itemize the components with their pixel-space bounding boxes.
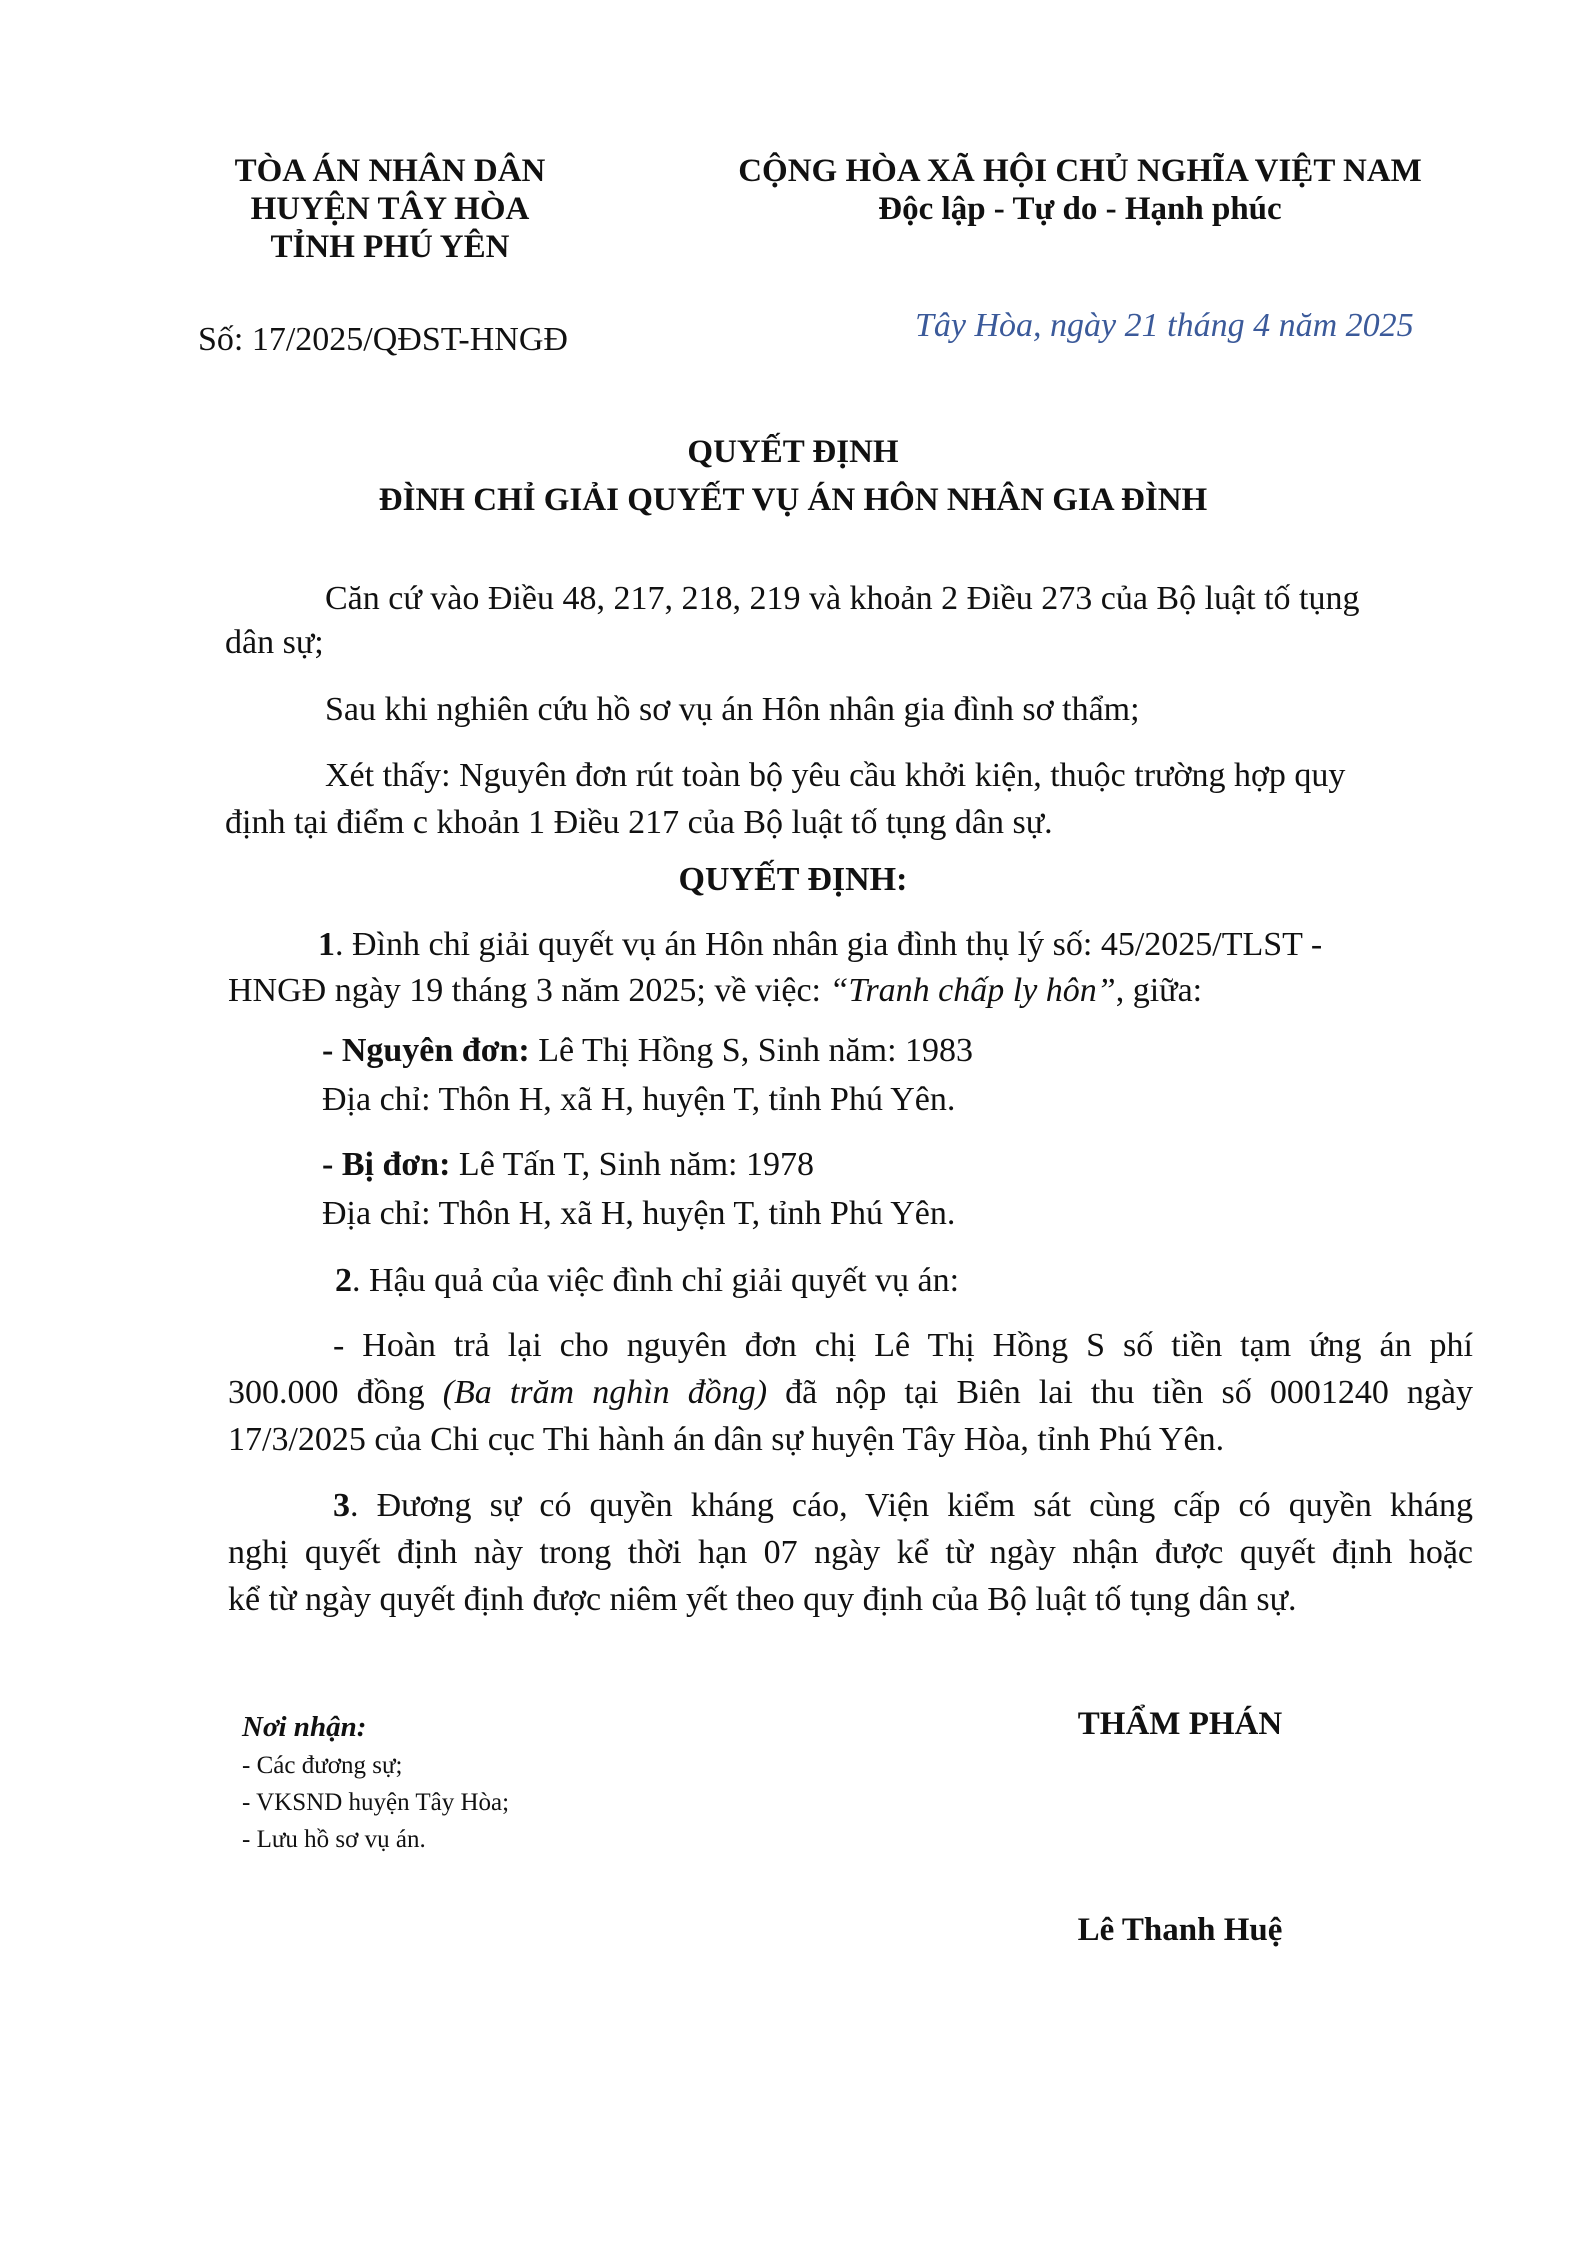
preamble-p3-line2: định tại điểm c khoản 1 Điều 217 của Bộ luật tố tụng dân sự. — [225, 804, 1053, 841]
fee-in-words: (Ba trăm nghìn đồng) — [442, 1374, 768, 1411]
plaintiff-line — [322, 1027, 973, 1075]
item3-line2: nghị quyết định này trong thời hạn 07 ngày kể từ ngày nhận được quyết định hoặc — [228, 1534, 1473, 1571]
item3-number: 3 — [333, 1487, 350, 1524]
item2-line3: 17/3/2025 của Chi cục Thi hành án dân sự huyện Tây Hòa, tỉnh Phú Yên. — [228, 1421, 1225, 1458]
place-date: Tây Hòa, ngày 21 tháng 4 năm 2025 — [915, 307, 1414, 344]
item2-heading — [335, 1257, 959, 1305]
plaintiff-address: Địa chỉ: Thôn H, xã H, huyện T, tỉnh Phú Yên. — [322, 1081, 956, 1118]
item3-line1-text: . Đương sự có quyền kháng cáo, Viện kiểm sát cùng cấp có quyền kháng — [350, 1487, 1473, 1524]
item1-line2-post: , giữa: — [1115, 972, 1203, 1009]
item1-line2-pre: HNGĐ ngày 19 tháng 3 năm 2025; về việc: — [228, 972, 830, 1009]
defendant-label: - Bị đơn: — [322, 1146, 451, 1183]
item2-line1: - Hoàn trả lại cho nguyên đơn chị Lê Thị Hồng S số tiền tạm ứng án phí — [333, 1327, 1473, 1364]
case-subject: “Tranh chấp ly hôn” — [829, 972, 1116, 1009]
court-line-2: HUYỆN TÂY HÒA — [250, 191, 530, 227]
preamble-p1-line1: Căn cứ vào Điều 48, 217, 218, 219 và khoản 2 Điều 273 của Bộ luật tố tụng — [325, 580, 1360, 617]
republic-block — [700, 152, 1460, 228]
item1-text: . Đình chỉ giải quyết vụ án Hôn nhân gia đình thụ lý số: 45/2025/TLST - — [335, 926, 1323, 963]
document-title — [0, 428, 1586, 524]
preamble-p3-line1: Xét thấy: Nguyên đơn rút toàn bộ yêu cầu khởi kiện, thuộc trường hợp quy — [325, 757, 1346, 794]
title-line-1: QUYẾT ĐỊNH — [687, 434, 899, 470]
court-name-block — [170, 152, 610, 266]
document-number: Số: 17/2025/QĐST-HNGĐ — [198, 321, 568, 358]
recipients-block — [242, 1707, 509, 1858]
signer-title: THẨM PHÁN — [1077, 1706, 1283, 1742]
item3-line3: kể từ ngày quyết định được niêm yết theo quy định của Bộ luật tố tụng dân sự. — [228, 1581, 1297, 1618]
republic-title: CỘNG HÒA XÃ HỘI CHỦ NGHĨA VIỆT NAM — [738, 153, 1422, 189]
item2-line2-post: đã nộp tại Biên lai thu tiền số 0001240 ngày — [767, 1374, 1474, 1411]
recipient-item: - Lưu hồ sơ vụ án. — [242, 1826, 426, 1853]
court-line-3: TỈNH PHÚ YÊN — [270, 229, 510, 265]
item2-heading-text: . Hậu quả của việc đình chỉ giải quyết vụ án: — [352, 1262, 960, 1299]
item2-line2 — [228, 1369, 1473, 1417]
plaintiff-value: Lê Thị Hồng S, Sinh năm: 1983 — [529, 1032, 974, 1069]
defendant-value: Lê Tấn T, Sinh năm: 1978 — [450, 1146, 814, 1183]
item2-line2-pre: 300.000 đồng — [228, 1374, 443, 1411]
item1-line1 — [318, 921, 1322, 969]
recipient-item: - Các đương sự; — [242, 1752, 403, 1779]
item1-number: 1 — [318, 926, 335, 963]
item1-line2 — [228, 967, 1202, 1015]
item3-line1 — [333, 1482, 1473, 1530]
recipient-item: - VKSND huyện Tây Hòa; — [242, 1789, 510, 1816]
motto: Độc lập - Tự do - Hạnh phúc — [878, 191, 1282, 227]
recipients-heading: Nơi nhận: — [242, 1711, 367, 1743]
court-line-1: TÒA ÁN NHÂN DÂN — [234, 153, 546, 189]
decision-heading: QUYẾT ĐỊNH: — [678, 861, 908, 898]
preamble-p1-line2: dân sự; — [225, 624, 324, 661]
plaintiff-label: - Nguyên đơn: — [322, 1032, 530, 1069]
defendant-address: Địa chỉ: Thôn H, xã H, huyện T, tỉnh Phú Yên. — [322, 1195, 956, 1232]
item2-number: 2 — [335, 1262, 352, 1299]
title-line-2: ĐÌNH CHỈ GIẢI QUYẾT VỤ ÁN HÔN NHÂN GIA ĐÌNH — [378, 482, 1208, 518]
signer-name: Lê Thanh Huệ — [1077, 1912, 1283, 1948]
defendant-line — [322, 1141, 814, 1189]
preamble-p2: Sau khi nghiên cứu hồ sơ vụ án Hôn nhân gia đình sơ thẩm; — [325, 691, 1140, 728]
